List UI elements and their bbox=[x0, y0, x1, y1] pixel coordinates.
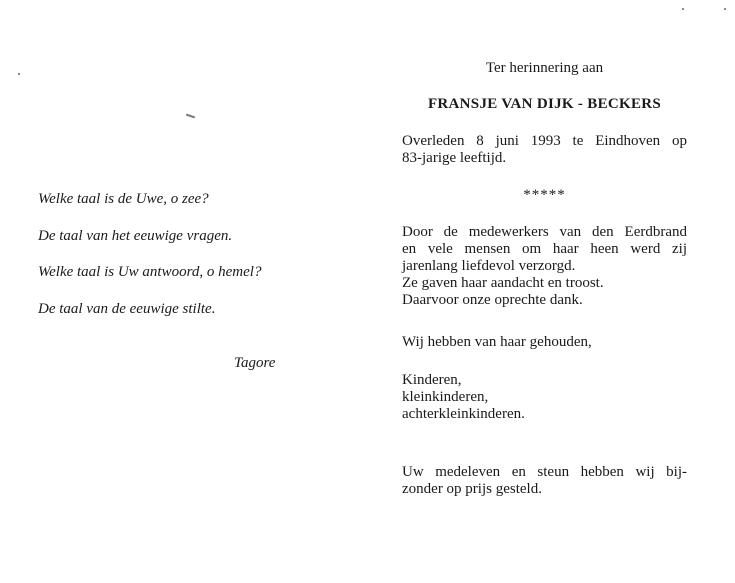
death-notice bbox=[402, 133, 687, 167]
family-line: kleinkinderen, bbox=[402, 389, 489, 405]
separator-stars: ***** bbox=[523, 187, 566, 203]
appreciation-line: Uw medeleven en steun hebben wij bij- bbox=[402, 464, 687, 480]
paper-speck bbox=[186, 114, 195, 119]
thanks-line: Daarvoor onze oprechte dank. bbox=[402, 292, 583, 308]
paper-speck bbox=[682, 8, 684, 10]
intro-text: Ter herinnering aan bbox=[485, 60, 604, 76]
poem-author: Tagore bbox=[234, 355, 276, 371]
paper-speck bbox=[724, 8, 726, 10]
deceased-name: FRANSJE VAN DIJK - BECKERS bbox=[427, 96, 662, 112]
family-line: Kinderen, bbox=[402, 372, 462, 388]
thanks-line: Ze gaven haar aandacht en troost. bbox=[402, 275, 604, 291]
poem-line: Welke taal is Uw antwoord, o hemel? bbox=[38, 264, 262, 280]
thanks-line: en vele mensen om haar heen werd zij bbox=[402, 241, 687, 257]
appreciation-paragraph bbox=[402, 464, 687, 498]
appreciation-line: zonder op prijs gesteld. bbox=[402, 481, 542, 497]
thanks-line: jarenlang liefdevol verzorgd. bbox=[402, 258, 576, 274]
death-notice-line: 83-jarige leeftijd. bbox=[402, 150, 507, 166]
closing-line: Wij hebben van haar gehouden, bbox=[402, 334, 592, 350]
family-list bbox=[402, 372, 687, 423]
family-line: achterkleinkinderen. bbox=[402, 406, 525, 422]
poem-line: De taal van het eeuwige vragen. bbox=[38, 228, 233, 244]
poem-line: De taal van de eeuwige stilte. bbox=[38, 301, 216, 317]
poem-line: Welke taal is de Uwe, o zee? bbox=[38, 191, 209, 207]
paper-speck bbox=[18, 73, 20, 75]
thanks-paragraph bbox=[402, 224, 687, 309]
thanks-line: Door de medewerkers van den Eerdbrand bbox=[402, 224, 687, 240]
death-notice-line: Overleden 8 juni 1993 te Eindhoven op bbox=[402, 133, 687, 149]
